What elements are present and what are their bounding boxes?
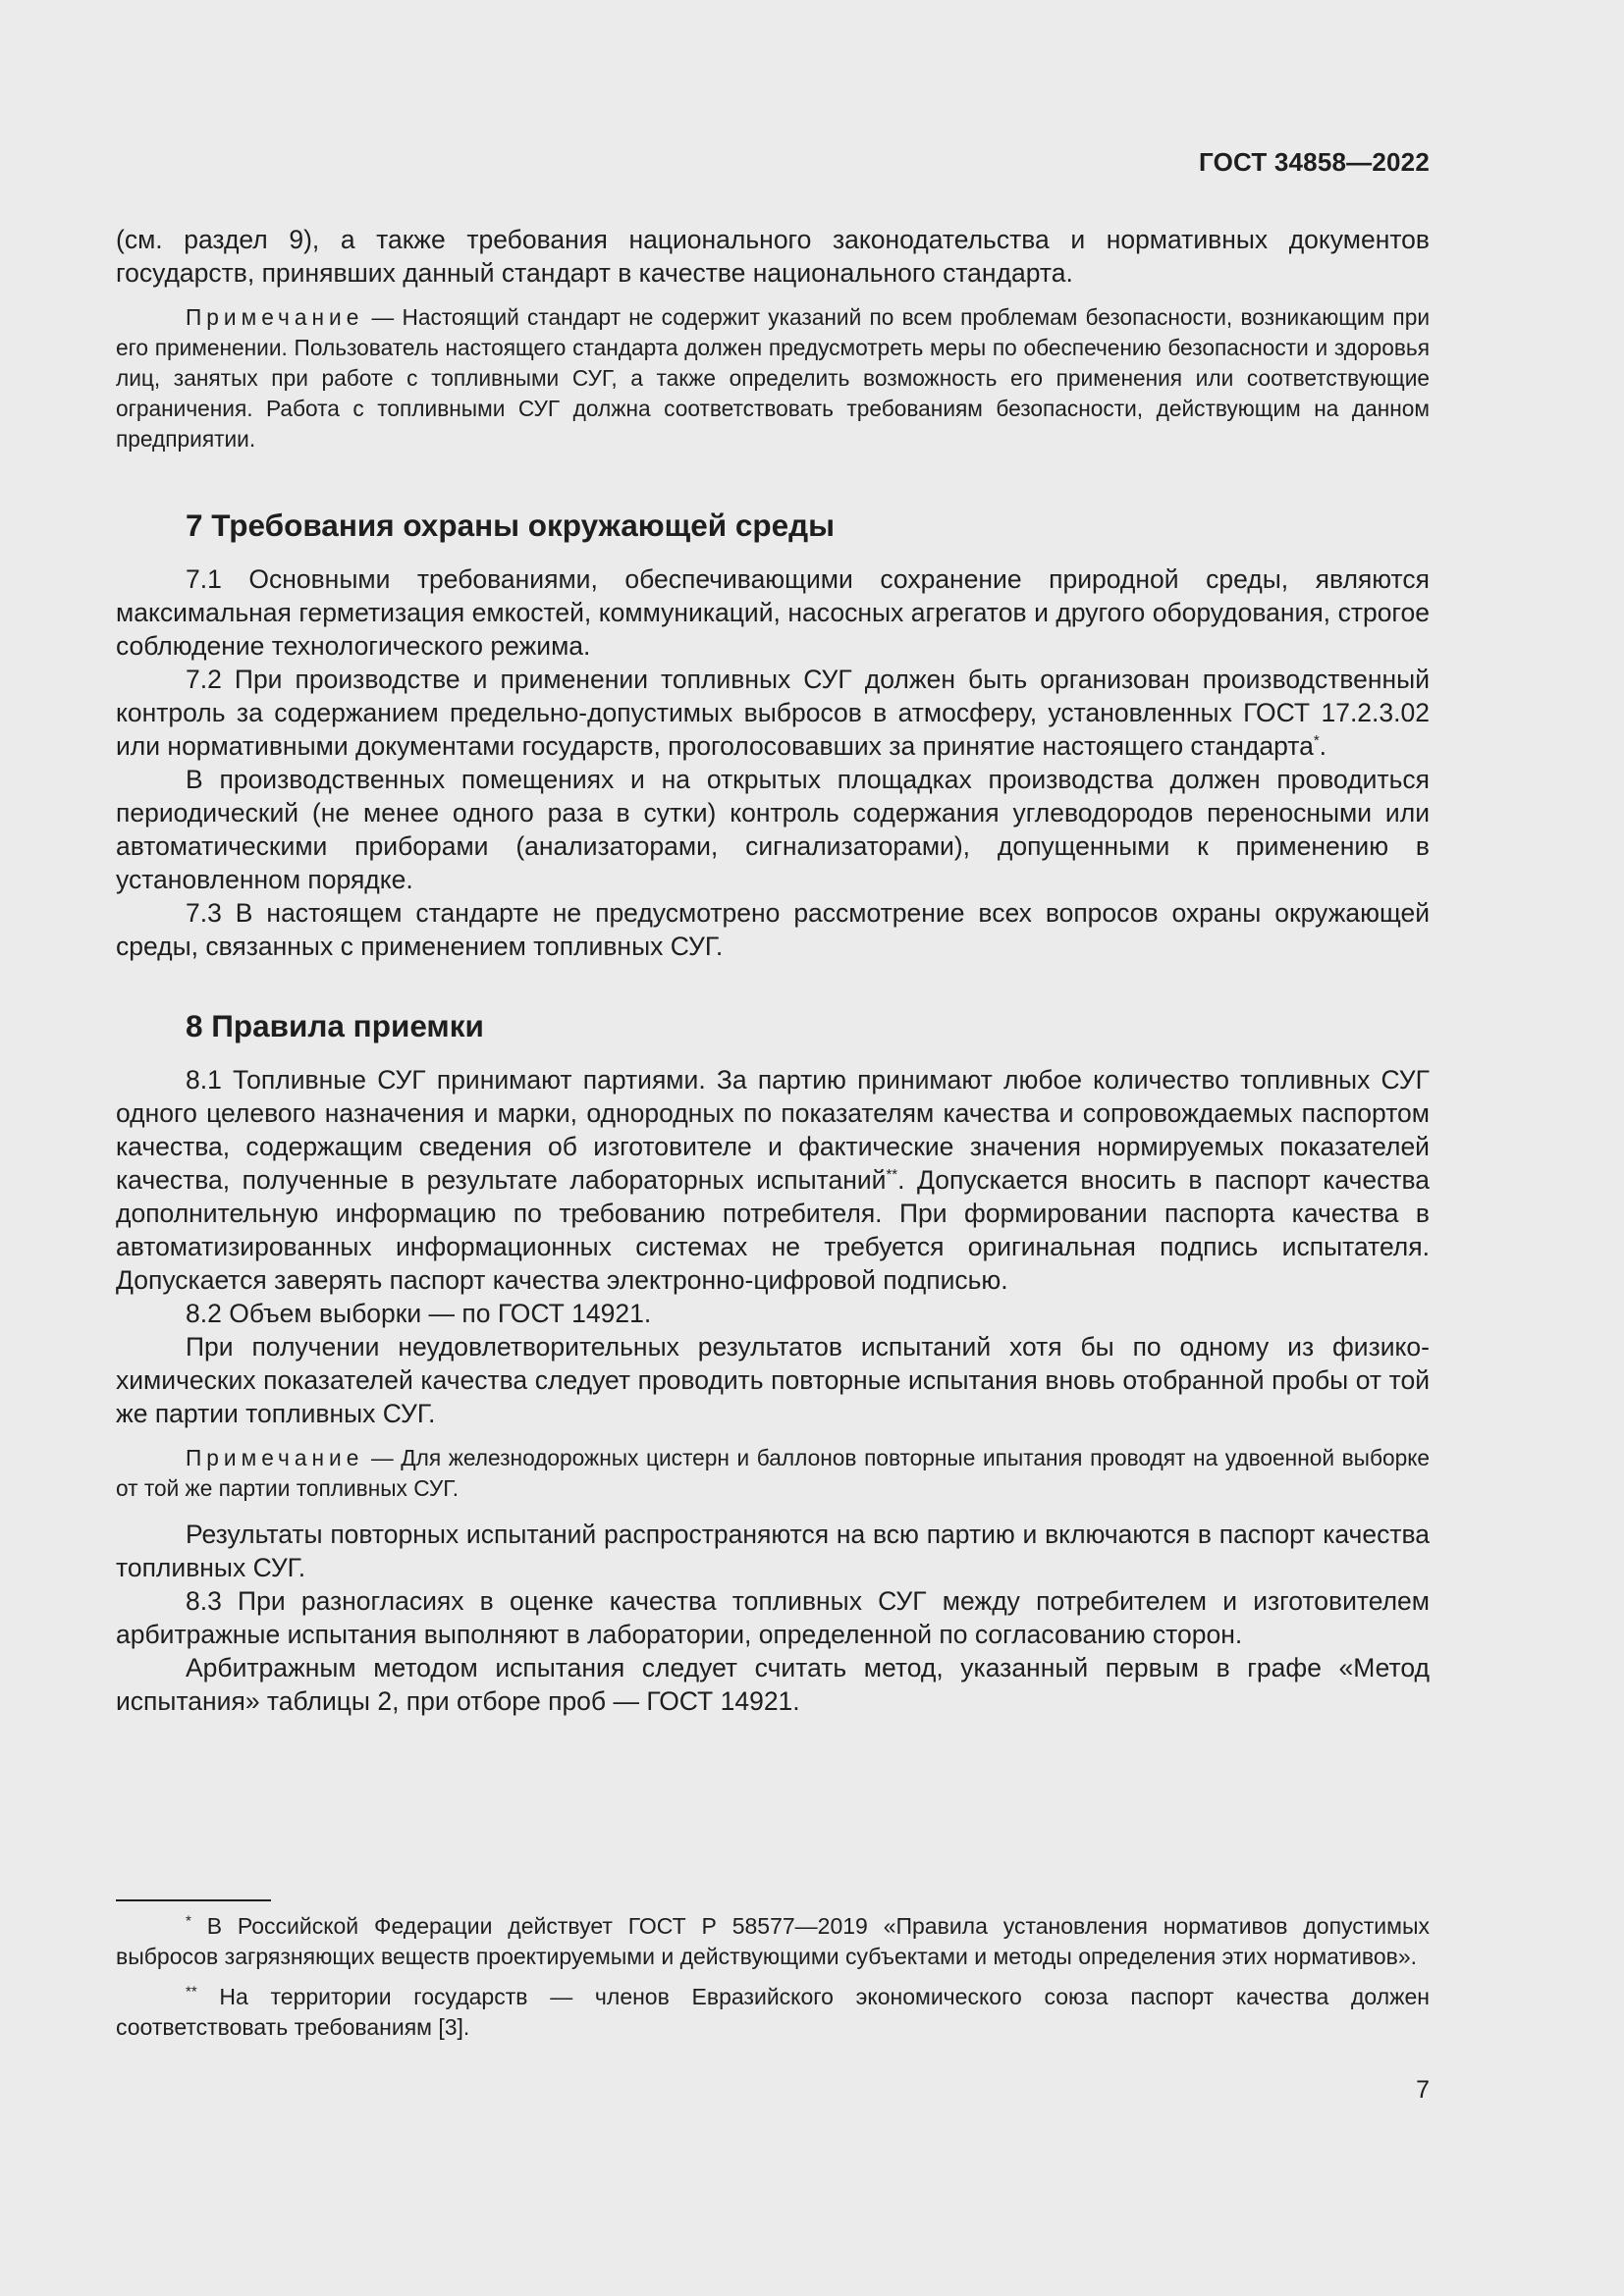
note-text: Настоящий стандарт не содержит указаний по всем проблемам безопасности, возникающим при его применении. Пользователь настоящего стандарта должен предусмотреть меры по обеспечению безопасности и здоровья лиц, занятых при работе с топливными СУГ, а также определить возможность его применения или соответствующие ограничения. Работа с топливными СУГ должна соответствовать требованиям безопасности, действующим на данном предприятии. xyxy=(116,304,1430,452)
footnote-1 xyxy=(116,1911,1430,1972)
paragraph-7-3: 7.3 В настоящем стандарте не предусмотрено рассмотрение всех вопросов охраны окружающей среды, связанных с применением топливных СУГ. xyxy=(116,898,1430,961)
footnote-ref-1: * xyxy=(1313,732,1320,750)
footnote-text: В Российской Федерации действует ГОСТ Р 58577—2019 «Правила установления нормативов допустимых выбросов загрязняющих веществ проектируемыми и действующими субъектами и методы определения этих нормативов». xyxy=(116,1913,1430,1969)
paragraph-8-3: 8.3 При разногласиях в оценке качества топливных СУГ между потребителем и изготовителем арбитражные испытания выполняют в лаборатории, определенной по согласованию сторон. xyxy=(116,1586,1430,1649)
section-7-heading: 7 Требования охраны окружающей среды xyxy=(186,507,836,543)
note-label: Примечание xyxy=(186,1445,364,1470)
footnote-mark: ** xyxy=(186,1983,197,2001)
section-8-heading: 8 Правила приемки xyxy=(186,1008,484,1043)
paragraph-7-2-continued: В производственных помещениях и на открытых площадках производства должен проводиться периодический (не менее одного раза в сутки) контроль содержания углеводородов переносными или автоматическими приборами (анализаторами, сигнализаторами), допущенными к применению в установленном порядке. xyxy=(116,765,1430,894)
page-number: 7 xyxy=(1416,2076,1430,2104)
paragraph-8-3-continued: Арбитражным методом испытания следует считать метод, указанный первым в графе «Метод испытания» таблицы 2, при отборе проб — ГОСТ 14921. xyxy=(116,1653,1430,1716)
page-content xyxy=(116,223,1430,1718)
document-id-header: ГОСТ 34858—2022 xyxy=(1199,147,1430,177)
note-text: Для железнодорожных цистерн и баллонов повторные ипытания проводят на удвоенной выборке от той же партии топливных СУГ. xyxy=(116,1445,1431,1501)
note-retesting xyxy=(116,1443,1430,1504)
footnote-separator xyxy=(116,1899,271,1901)
paragraph-8-1-text-continued: . Допускается вносить в паспорт качества дополнительную информацию по требованию потребителя. При формировании паспорта качества в автоматизированных информационных системах не требуется оригинальная подпись испытателя. Допускается заверять паспорт качества электронно-цифровой подписью. xyxy=(116,1165,1431,1295)
footnote-text: На территории государств — членов Евразийского экономического союза паспорт качества должен соответствовать требованиям [3]. xyxy=(116,1984,1430,2040)
paragraph-8-2-results: Результаты повторных испытаний распространяются на всю партию и включаются в паспорт качества топливных СУГ. xyxy=(116,1520,1430,1582)
note-dash: — xyxy=(363,1445,402,1470)
paragraph-7-2-text: 7.2 При производстве и применении топливных СУГ должен быть организован производственный контроль за содержанием предельно-допустимых выбросов в атмосферу, установленных ГОСТ 17.2.3.02 или нормативными документами государств, проголосовавших за принятие настоящего стандарта xyxy=(116,665,1430,761)
note-safety xyxy=(116,302,1430,454)
paragraph-7-2-end: . xyxy=(1319,731,1327,761)
paragraph-8-2: 8.2 Объем выборки — по ГОСТ 14921. xyxy=(186,1299,652,1328)
footnote-ref-2: ** xyxy=(886,1166,898,1184)
paragraph-7-1: 7.1 Основными требованиями, обеспечивающими сохранение природной среды, являются максимальная герметизация емкостей, коммуникаций, насосных агрегатов и другого оборудования, строгое соблюдение технологического режима. xyxy=(116,564,1430,661)
paragraph-8-2-continued: При получении неудовлетворительных результатов испытаний хотя бы по одному из физико-химических показателей качества следует проводить повторные испытания вновь отобранной пробы от той же партии топливных СУГ. xyxy=(116,1332,1430,1428)
paragraph-8-1 xyxy=(116,1063,1430,1297)
paragraph-7-2 xyxy=(116,663,1430,763)
continuation-paragraph: (см. раздел 9), а также требования национального законодательства и нормативных документов государств, принявших данный стандарт в качестве национального стандарта. xyxy=(116,225,1430,288)
note-dash: — xyxy=(363,304,403,330)
note-label: Примечание xyxy=(186,304,364,330)
footnote-2 xyxy=(116,1982,1430,2043)
footnotes xyxy=(116,1899,1430,2043)
footnote-mark: * xyxy=(186,1912,191,1930)
paragraph-8-1-text: 8.1 Топливные СУГ принимают партиями. За партию принимают любое количество топливных СУГ одного целевого назначения и марки, однородных по показателям качества и сопровождаемых паспортом качества, содержащим сведения об изготовителе и фактические значения нормируемых показателей качества, полученные в результате лабораторных испытаний xyxy=(116,1065,1430,1195)
